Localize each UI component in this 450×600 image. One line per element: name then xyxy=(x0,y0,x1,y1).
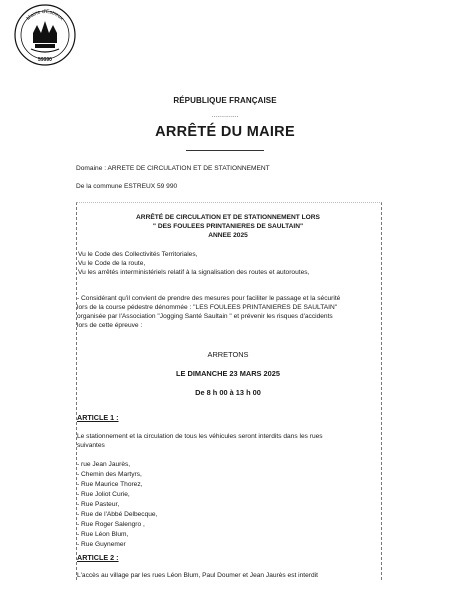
article-1-text: suivantes xyxy=(77,442,105,449)
seal-bottom-text: 59990 xyxy=(38,57,52,63)
street-item: - Rue Joliot Curie, xyxy=(77,491,130,498)
article-2-text: L'accès au village par les rues Léon Blum, Paul Doumer et Jean Jaurès est interdit xyxy=(77,572,318,579)
commune-line: De la commune ESTREUX 59 990 xyxy=(76,183,178,190)
republic-heading: RÉPUBLIQUE FRANÇAISE xyxy=(173,96,277,105)
considerant-line: lors de cette épreuve : xyxy=(77,322,143,329)
considerant-line: lors de la course pédestre dénommée : "LES FOULEES PRINTANIERES DE SAULTAIN" xyxy=(77,304,338,311)
event-date: LE DIMANCHE 23 MARS 2025 xyxy=(176,369,280,378)
domaine-line: Domaine : ARRETE DE CIRCULATION ET DE STATIONNEMENT xyxy=(76,165,270,172)
article-1-title: ARTICLE 1 : xyxy=(77,413,119,422)
street-item: - Chemin des Martyrs, xyxy=(77,471,142,478)
heading-dots: .............. xyxy=(211,112,239,119)
vu-item: Vu les arrêtés interministériels relatif à la signalisation des routes et autoroutes, xyxy=(78,269,310,276)
arretons-heading: ARRETONS xyxy=(207,350,249,359)
street-item: - Rue de l'Abbé Delbecque, xyxy=(77,511,158,518)
street-item: - Rue Guynemer xyxy=(77,541,126,548)
municipal-seal xyxy=(13,3,77,67)
seal-top-text: Mairie d'Estreux xyxy=(25,8,65,22)
svg-text:Mairie d'Estreux xyxy=(26,9,65,22)
title-divider xyxy=(186,150,264,151)
vu-item: Vu le Code de la route, xyxy=(78,260,146,267)
considerant-line: - Considérant qu'il convient de prendre des mesures pour faciliter le passage et la sécurité xyxy=(77,295,341,302)
page-title: ARRÊTÉ DU MAIRE xyxy=(155,124,295,140)
street-item: - Rue Roger Salengro , xyxy=(77,521,145,528)
street-item: - Rue Pasteur, xyxy=(77,501,120,508)
decree-heading-line3: ANNEE 2025 xyxy=(208,232,248,239)
decree-heading-line1: ARRÊTÉ DE CIRCULATION ET DE STATIONNEMENT LORS xyxy=(136,214,320,221)
decree-heading-line2: " DES FOULEES PRINTANIERES DE SAULTAIN" xyxy=(152,223,304,230)
event-hours: De 8 h 00 à 13 h 00 xyxy=(195,388,261,397)
considerant-line: organisée par l'Association "Jogging Santé Saultain " et prévenir les risques d'accidents xyxy=(77,313,333,320)
street-item: - rue Jean Jaurès, xyxy=(77,461,131,468)
vu-item: Vu le Code des Collectivités Territoriales, xyxy=(78,251,198,258)
street-item: - Rue Léon Blum, xyxy=(77,531,129,538)
article-1-text: Le stationnement et la circulation de tous les véhicules seront interdits dans les rues xyxy=(77,433,323,440)
article-2-title: ARTICLE 2 : xyxy=(77,553,119,562)
street-item: - Rue Maurice Thorez, xyxy=(77,481,143,488)
